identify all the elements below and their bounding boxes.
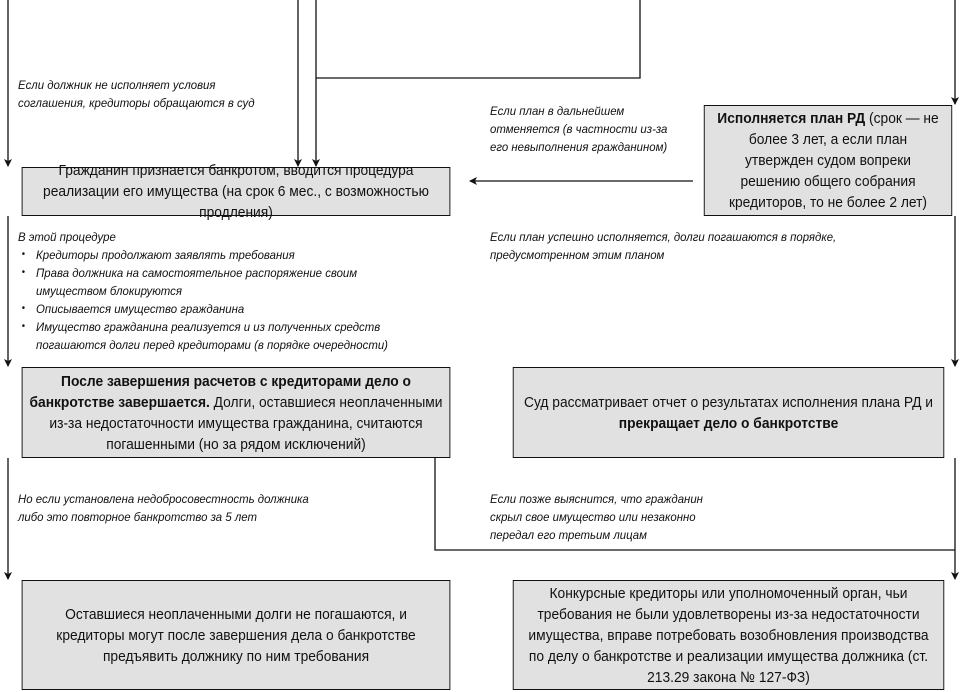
box-text: Гражданин признается банкротом, вводится процедура реализации его имущества (на срок 6 мес., с возможностью продления) bbox=[43, 162, 429, 221]
note-text: Если план успешно исполняется, долги погашаются в порядке, предусмотренном этим планом bbox=[490, 230, 837, 262]
procedure-item: • Кредиторы продолжают заявлять требования bbox=[18, 246, 417, 264]
procedure-item: • Права должника на самостоятельное распоряжение своим имуществом блокируются bbox=[18, 264, 417, 300]
procedure-list bbox=[18, 246, 417, 354]
note-agreement-breach bbox=[18, 76, 275, 112]
box-unpaid-debts bbox=[22, 580, 451, 690]
note-plan-cancelled bbox=[490, 102, 680, 156]
box-text: Конкурсные кредиторы или уполномоченный орган, чьи требования не были удовлетворены из-за недостаточности имущества, вправе потребовать возобновления производства по делу о банкротстве и реализации имущества должника (ст. 213.29 закона № 127-ФЗ) bbox=[528, 584, 929, 686]
note-bad-faith bbox=[18, 490, 313, 526]
box-bold-text: Исполняется план РД bbox=[717, 110, 866, 127]
box-bold-text: прекращает дело о банкротстве bbox=[618, 414, 839, 432]
box-text: Долги, оставшиеся неоплаченными из-за недостаточности имущества гражданина, считаются погашенными (но за рядом исключений) bbox=[49, 393, 443, 453]
procedure-title: В этой процедуре bbox=[18, 230, 116, 244]
note-text: Если должник не исполняет условия соглашения, кредиторы обращаются в суд bbox=[18, 78, 255, 110]
box-rd-plan bbox=[704, 105, 952, 216]
box-resume-proceedings bbox=[513, 580, 944, 690]
note-text: Но если установлена недобросовестность должника либо это повторное банкротство за 5 лет bbox=[18, 492, 309, 524]
note-text: Если план в дальнейшем отменяется (в частности из-за его невыполнения гражданином) bbox=[490, 104, 668, 154]
note-text: Если позже выяснится, что гражданин скрыл свое имущество или незаконно передал его третьим лицам bbox=[490, 492, 703, 542]
box-realization bbox=[22, 162, 451, 221]
procedure-item: • Имущество гражданина реализуется и из полученных средств погашаются долги перед кредиторами (в порядке очередности) bbox=[18, 318, 417, 354]
box-text: Оставшиеся неоплаченными долги не погашаются, и кредиторы могут после завершения дела о банкротстве предъявить должнику по ним требования bbox=[56, 605, 416, 665]
note-hidden-property bbox=[490, 490, 718, 544]
box-bold-text: После завершения расчетов с кредиторами дело о банкротстве завершается. bbox=[29, 372, 411, 411]
note-procedure bbox=[18, 228, 417, 354]
box-text: (срок — не более 3 лет, а если план утвержден судом вопреки решению общего собрания кредиторов, то не более 2 лет) bbox=[728, 110, 939, 211]
box-text: Суд рассматривает отчет о результатах исполнения плана РД и bbox=[523, 393, 934, 411]
note-plan-success bbox=[490, 228, 922, 264]
box-completion bbox=[22, 367, 451, 458]
procedure-item: • Описывается имущество гражданина bbox=[18, 300, 417, 318]
box-court-report bbox=[513, 367, 944, 458]
